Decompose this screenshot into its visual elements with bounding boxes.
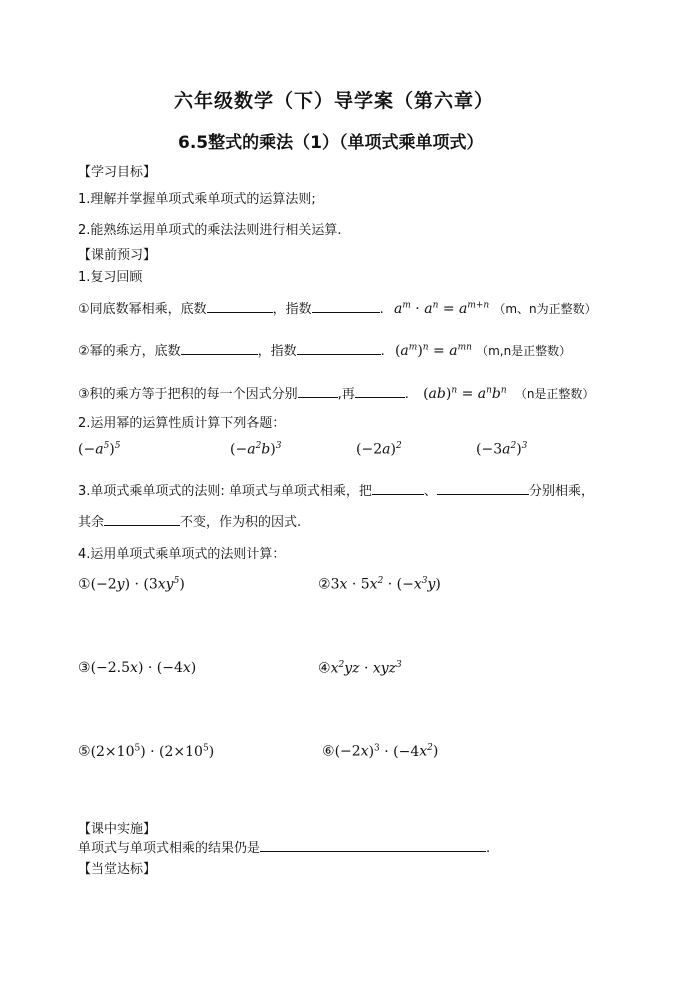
- practice-blank: [260, 839, 486, 852]
- objectives-heading: 【学习目标】: [78, 165, 157, 180]
- rule-line-2: [78, 511, 301, 530]
- problem-2: ②3x · $5x^2 \cdot (-x^3y)$: [318, 576, 441, 593]
- formula-product-power-rule: $(ab)^n = a^nb^n$: [423, 385, 507, 402]
- exercise-2-heading: 2.运用幂的运算性质计算下列各题：: [78, 416, 286, 431]
- problem-3-number: ③: [78, 660, 91, 676]
- objective-2: 2.能熟练运用单项式的乘法法则进行相关运算.: [78, 223, 342, 238]
- rule-blank-3: [104, 513, 180, 526]
- problem-6: $⑥(-2x)^3 \cdot (-4x^2)$: [322, 743, 439, 760]
- problem-1-number: ①: [78, 576, 91, 593]
- rule-line-1-prefix: 3.单项式乘单项式的法则: 单项式与单项式相乘，把: [78, 484, 372, 499]
- rule-line-2-prefix: 其余: [78, 515, 105, 530]
- review-3-prefix: ③积的乘方等于把积的每一个因式分别: [78, 387, 298, 402]
- formula-power-rule: $(a^m)^n = a^{mn}$: [394, 342, 472, 359]
- exercise-2-expr-3: $(-2a)^2$: [356, 441, 402, 458]
- lesson-subtitle: 6.5整式的乘法（1）（单项式乘单项式）: [178, 133, 484, 153]
- formula-product-rule: $a^m \cdot a^n = a^{m+n}$: [393, 300, 490, 317]
- exercise-2-expr-1: $(-a^5)^5$: [78, 441, 121, 458]
- assess-heading: 【当堂达标】: [78, 862, 157, 877]
- exercise-2-expr-4: $(-3a^2)^3$: [476, 441, 528, 458]
- practice-heading: 【课中实施】: [78, 822, 157, 837]
- rule-line-1-sep: 、: [423, 484, 437, 499]
- problem-5: $⑤(2\times 10^5) \cdot (2\times 10^5)$: [78, 743, 215, 760]
- review-1-blank-exponent: [312, 300, 380, 313]
- review-1-mid: ，指数: [272, 302, 312, 317]
- page-title: 六年级数学（下）导学案（第六章）: [174, 90, 495, 112]
- exercise-4-heading: 4.运用单项式乘单项式的法则计算：: [78, 547, 286, 562]
- review-2-blank-exponent: [297, 342, 381, 355]
- practice-line: [78, 837, 490, 856]
- problem-4-number: ④: [318, 660, 331, 677]
- problem-1: ①(−2y) · $(3xy^5)$: [78, 576, 185, 593]
- practice-line-text: 单项式与单项式相乘的结果仍是: [78, 841, 261, 856]
- practice-line-end: .: [486, 841, 491, 856]
- review-line-3: ③积的乘方等于把积的每一个因式分别 ,再 . $(ab)^n = a^nb^n$ （n是正整数）: [78, 385, 595, 402]
- problem-2-number: ②: [318, 576, 331, 593]
- rule-line-2-suffix: 不变，作为积的因式.: [180, 515, 302, 530]
- preview-heading: 【课前预习】: [78, 248, 157, 263]
- review-2-blank-base: [181, 342, 258, 355]
- objective-1: 1.理解并掌握单项式乘单项式的运算法则;: [78, 192, 316, 207]
- problem-3: ③(−2.5x) · (−4x): [78, 660, 197, 676]
- rule-line-1: [78, 480, 594, 499]
- exercise-2-expr-2: $(-a^2b)^3$: [230, 441, 282, 458]
- review-1-note: （m、n为正整数）: [493, 302, 597, 316]
- rule-line-1-suffix: 分别相乘，: [528, 484, 594, 499]
- problem-4: $④x^2yz \cdot xyz^3$: [318, 660, 402, 677]
- review-1-blank-base: [207, 300, 273, 313]
- rule-blank-1: [372, 482, 424, 495]
- rule-blank-2: [437, 482, 529, 495]
- review-heading: 1.复习回顾: [78, 270, 143, 285]
- review-2-note: （m,n是正整数）: [476, 344, 572, 358]
- review-3-mid: ,再: [337, 387, 355, 402]
- review-3-note: （n是正整数）: [514, 387, 595, 401]
- review-line-1: ①同底数幂相乘，底数 ，指数 . $a^m \cdot a^n = a^{m+n}$ （m、n为正整数）: [78, 300, 597, 317]
- review-1-prefix: ①同底数幂相乘，底数: [78, 302, 207, 317]
- review-2-prefix: ②幂的乘方，底数: [78, 344, 181, 359]
- review-3-blank-2: [355, 385, 405, 398]
- review-2-mid: ，指数: [257, 344, 297, 359]
- review-3-blank-1: [298, 385, 338, 398]
- review-line-2: ②幂的乘方，底数 ，指数 . $(a^m)^n = a^{mn}$ （m,n是正整数）: [78, 342, 572, 359]
- problem-5-number: ⑤: [78, 743, 91, 760]
- problem-6-number: ⑥: [322, 743, 335, 760]
